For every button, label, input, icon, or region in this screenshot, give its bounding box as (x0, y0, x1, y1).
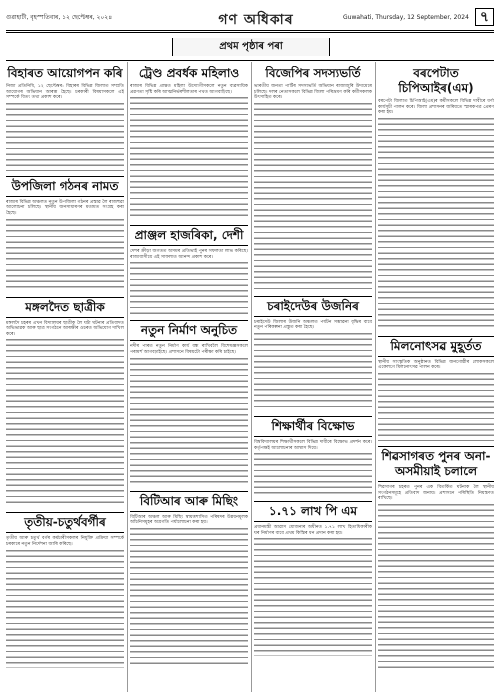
story-text: দেশৰ ক্ৰীড়া জগতত অসমৰ প্ৰতিভাই পুনৰ সফলতা লাভ কৰিছে। ৰাজ্যবাসীয়ে এই সাফল্যত আনন্দ প্ৰকাশ কৰে। (130, 249, 248, 260)
story-headline: মিলনোৎসৱ মুহূৰ্তত (378, 336, 494, 357)
masthead-date-left: গুৱাহাটী, বৃহস্পতিবাৰ, ১২ ছেপ্টেম্বৰ, ২০২৪ (6, 13, 113, 21)
story (130, 66, 248, 220)
story-text: ভাৰতীয় জনতা পাৰ্টিৰ সদস্যভৰ্তি অভিযান ৰাজ্যজুৰি উদ্যমেৰে চলিছে। দলৰ নেতাসকলে বিভিন্ন জিলা পৰিভ্ৰমণ কৰি কৰ্মীসকলক উৎসাহিত কৰে। (254, 84, 372, 101)
story (130, 491, 248, 666)
story-continuation (130, 260, 248, 315)
masthead-rule-thin (6, 32, 494, 33)
column-divider (127, 62, 128, 692)
column-3 (254, 66, 372, 692)
story-continuation (130, 356, 248, 486)
story-headline: প্ৰাঞ্জল হাজৰিকা, দেশী (130, 225, 248, 246)
story-text: তৃতীয় আৰু চতুৰ্থ বৰ্গৰ কৰ্মচাৰীসকলৰ নিযুক্তি প্ৰক্ৰিয়া সম্পৰ্কে চৰকাৰে নতুন নিৰ্দেশনা জাৰি কৰিছে। (6, 536, 124, 547)
story-continuation (254, 451, 372, 496)
story-continuation (254, 101, 372, 291)
story-text: প্ৰধানমন্ত্ৰী আৱাস যোজনাৰ অধীনত ১.৭১ লাখ হিতাধিকাৰীক ঘৰ নিৰ্মাণৰ বাবে প্ৰথম কিস্তিৰ ধন প্ৰদান কৰা হয়। (254, 525, 372, 536)
column-1 (6, 66, 124, 692)
story-headline: বিটিআৰ আৰু মিছিং (130, 491, 248, 512)
column-4 (378, 66, 494, 692)
story-text: মঙ্গলদৈ চহৰৰ এখন বিদ্যালয়ৰ ছাত্ৰীক লৈ ঘটা ঘটনাৰ প্ৰতিবাদত অভিভাৱক আৰু ছাত্ৰ সংগঠনে আৰক্ষীৰ ওচৰত অভিযোগ দাখিল কৰে। (6, 320, 124, 337)
story-continuation (378, 116, 494, 331)
story-headline: ১.৭১ লাখ পি এম (254, 501, 372, 522)
column-divider (251, 62, 252, 692)
story (378, 66, 494, 331)
story-headline: বিহাৰত আয়োগপন কৰি (7, 66, 123, 80)
story (378, 446, 494, 672)
story (254, 416, 372, 496)
story-text: চৰাইদেউ জিলাৰ উজনি অঞ্চলত পৰ্যটন সম্ভাৱনা বৃদ্ধিৰ বাবে নতুন পৰিকল্পনা প্ৰস্তুত কৰা হৈছে। (254, 319, 372, 331)
story-headline: চৰাইদেউৰ উজনিৰ (254, 296, 372, 317)
story-continuation (130, 526, 248, 666)
masthead (6, 6, 494, 28)
story-continuation (378, 502, 494, 672)
story-continuation (254, 331, 372, 411)
story-headline: ট্ৰেণ্ড প্ৰবৰ্ধক মহিলাও (138, 66, 240, 80)
story-continuation (6, 101, 124, 171)
story-text: বৰপেটা জিলাত চিপিআই(এম)ৰ কৰ্মীসকলে বিভিন্ন দাবীৰে ধৰ্ণা কাৰ্যসূচী পালন কৰে। জিলা প্ৰশাসনৰ জৰিয়তে স্মাৰকপত্ৰ প্ৰেৰণ কৰা হয়। (378, 99, 494, 116)
banner-rule (6, 60, 494, 61)
story-headline: শিক্ষাৰ্থীৰ বিক্ষোভ (254, 416, 372, 437)
story-continuation (6, 548, 124, 668)
story-text: শিৱসাগৰ চহৰত পুনৰ এক বিতৰ্কিত ঘটনাক লৈ স্থানীয় সংগঠনসমূহে প্ৰতিবাদ জনায়। প্ৰশাসনে পৰিস্থিতি নিয়ন্ত্ৰণত ৰাখিছে। (378, 484, 494, 502)
story-headline: বৰপেটাত চিপিআইৰ(এম) (398, 66, 474, 95)
section-banner: প্ৰথম পৃষ্ঠাৰ পৰা (172, 38, 330, 56)
story-headline: তৃতীয়-চতুৰ্থবৰ্গীৰ (6, 512, 124, 533)
story-headline: মঙ্গলদৈত ছাত্ৰীক (6, 297, 124, 318)
column-divider (375, 62, 376, 692)
story (254, 296, 372, 411)
story (378, 336, 494, 441)
story-headline: বিজেপিৰ সদস্যভৰ্তি (265, 66, 361, 80)
masthead-rule (6, 30, 494, 31)
story-text: বিটিআৰ অঞ্চল আৰু মিছিং স্বায়ত্তশাসিত পৰিষদৰ উন্নয়নমূলক আঁচনিসমূহৰ অগ্ৰগতি পৰ্যালোচনা কৰা হয়। (130, 514, 248, 526)
story-text: নদীৰ পাৰত নতুন নিৰ্মাণ কাৰ্য বন্ধ ৰাখিবলৈ বিশেষজ্ঞসকলে পৰামৰ্শ আগবঢ়াইছে। প্ৰশাসনে বিষয়টো পৰীক্ষা কৰি চাইছে। (130, 344, 248, 355)
story (6, 297, 124, 508)
story (6, 66, 124, 171)
story (254, 66, 372, 291)
story-headline: উপজিলা গঠনৰ নামত (6, 176, 124, 197)
story-text: নিজা প্ৰতিনিধি, ১২ ছেপ্টেম্বৰ: বিহাৰৰ বিভিন্ন জিলাত সম্প্ৰতি আয়োগৰ অভিযান আৰম্ভ হৈছে। চৰকাৰী বিষয়াসকলে এই সম্পৰ্কে বিতং তথ্য প্ৰকাশ কৰে। (6, 84, 124, 101)
story-headline: শিৱসাগৰত পুনৰ অনা-অসমীয়াই চলালে (378, 446, 494, 482)
column-2 (130, 66, 248, 692)
newspaper-title: গণ অধিকাৰ (218, 12, 294, 28)
story (130, 320, 248, 485)
story-text: বিশ্ববিদ্যালয়ৰ শিক্ষাৰ্থীসকলে বিভিন্ন দাবীৰে বিক্ষোভ প্ৰদৰ্শন কৰে। কৰ্তৃপক্ষই আলোচনাৰ আশ্বাস দিয়ে। (254, 439, 372, 451)
story-continuation (130, 95, 248, 220)
masthead-date-right: Guwahati, Thursday, 12 September, 2024 (343, 13, 469, 21)
story-continuation (6, 337, 124, 507)
page-number: ৭ (475, 8, 494, 26)
story (130, 225, 248, 315)
story-headline: নতুন নিৰ্মাণ অনুচিত (130, 320, 248, 341)
story-continuation (378, 371, 494, 441)
story-text: ৰাজ্যৰ বিভিন্ন অঞ্চলত নতুন উপজিলা গঠনৰ প্ৰস্তাৱ লৈ ৰাজহুৱা আলোচনা চলিছে। স্থানীয় জনসাধাৰণৰ মতামত সংগ্ৰহ কৰা হৈছে। (6, 199, 124, 216)
story (6, 176, 124, 292)
story (6, 512, 124, 667)
story-text: ৰাজ্যৰ বিভিন্ন প্ৰান্তত মহিলা উদ্যোগীসকলে নতুন ব্যৱসায়িক প্ৰৱণতা সৃষ্টি কৰি আত্মনিৰ্ভৰশীলতাৰ পথত আগবাঢ়িছে। (130, 84, 248, 95)
story-continuation (254, 536, 372, 656)
story (254, 501, 372, 656)
story-continuation (6, 217, 124, 292)
story-text: স্থানীয় সাংস্কৃতিক অনুষ্ঠানত বিভিন্ন জনগোষ্ঠীৰ লোকসকলে একেলগে মিলনোৎসৱ পালন কৰে। (378, 359, 494, 371)
